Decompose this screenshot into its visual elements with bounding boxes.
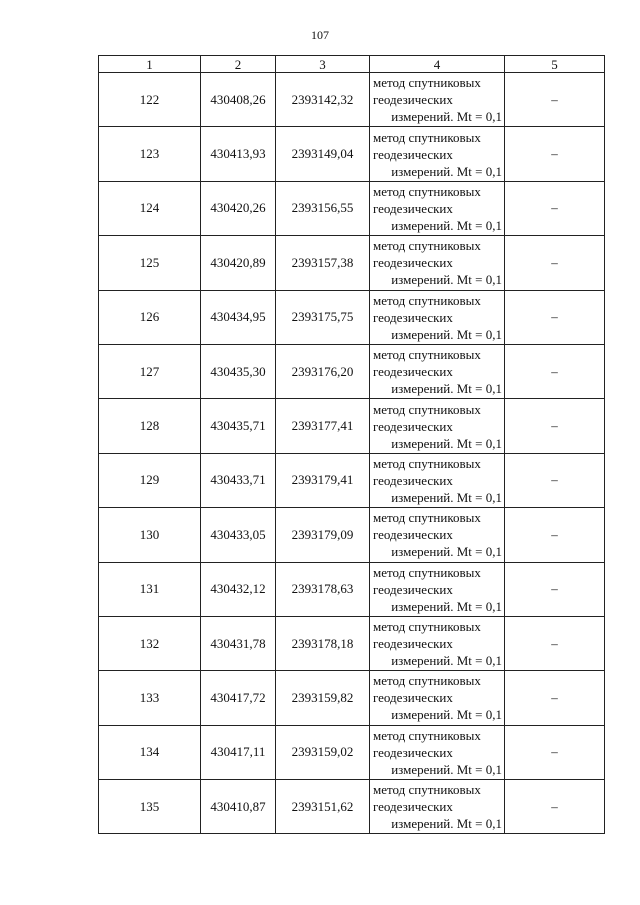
method-line: метод спутниковых (373, 564, 481, 580)
method-line: метод спутниковых (373, 510, 481, 526)
point-number-cell: 130 (99, 508, 201, 562)
x-coordinate-cell: 430434,95 (201, 290, 276, 344)
x-coordinate-cell: 430435,71 (201, 399, 276, 453)
y-coordinate-cell: 2393179,41 (276, 453, 370, 507)
table-row (99, 780, 605, 834)
x-coordinate-cell: 430420,26 (201, 181, 276, 235)
point-number-cell: 122 (99, 73, 201, 127)
method-line: измерений. Mt = 0,1 (391, 109, 502, 125)
note-cell: – (505, 181, 605, 235)
table-row (99, 508, 605, 562)
method-cell (370, 562, 505, 616)
method-line: метод спутниковых (373, 727, 481, 743)
page-number: 107 (311, 28, 329, 42)
method-line: геодезических (373, 799, 453, 815)
note-cell: – (505, 562, 605, 616)
table-row (99, 73, 605, 127)
table-row (99, 290, 605, 344)
table-row (99, 236, 605, 290)
method-line: геодезических (373, 146, 453, 162)
y-coordinate-cell: 2393176,20 (276, 344, 370, 398)
method-line: метод спутниковых (373, 401, 481, 417)
y-coordinate-cell: 2393178,63 (276, 562, 370, 616)
method-cell (370, 616, 505, 670)
y-coordinate-cell: 2393142,32 (276, 73, 370, 127)
method-line: метод спутниковых (373, 129, 481, 145)
method-line: измерений. Mt = 0,1 (391, 489, 502, 505)
method-line: измерений. Mt = 0,1 (391, 326, 502, 342)
method-cell (370, 453, 505, 507)
note-cell: – (505, 344, 605, 398)
method-line: метод спутниковых (373, 238, 481, 254)
method-cell (370, 290, 505, 344)
x-coordinate-cell: 430433,05 (201, 508, 276, 562)
note-cell: – (505, 780, 605, 834)
coordinates-table (98, 55, 605, 834)
point-number-cell: 125 (99, 236, 201, 290)
method-line: измерений. Mt = 0,1 (391, 653, 502, 669)
header-row (99, 56, 605, 73)
x-coordinate-cell: 430410,87 (201, 780, 276, 834)
method-line: измерений. Mt = 0,1 (391, 598, 502, 614)
method-line: геодезических (373, 581, 453, 597)
x-coordinate-cell: 430432,12 (201, 562, 276, 616)
method-line: геодезических (373, 690, 453, 706)
point-number-cell: 131 (99, 562, 201, 616)
y-coordinate-cell: 2393157,38 (276, 236, 370, 290)
method-line: геодезических (373, 92, 453, 108)
method-line: измерений. Mt = 0,1 (391, 707, 502, 723)
method-cell (370, 671, 505, 725)
method-cell (370, 181, 505, 235)
header-cell-2: 2 (201, 56, 276, 73)
table-row (99, 725, 605, 779)
y-coordinate-cell: 2393159,02 (276, 725, 370, 779)
method-line: метод спутниковых (373, 75, 481, 91)
method-cell (370, 73, 505, 127)
point-number-cell: 123 (99, 127, 201, 181)
x-coordinate-cell: 430417,11 (201, 725, 276, 779)
note-cell: – (505, 453, 605, 507)
header-cell-1: 1 (99, 56, 201, 73)
method-line: измерений. Mt = 0,1 (391, 544, 502, 560)
x-coordinate-cell: 430417,72 (201, 671, 276, 725)
method-line: метод спутниковых (373, 292, 481, 308)
y-coordinate-cell: 2393178,18 (276, 616, 370, 670)
method-line: метод спутниковых (373, 619, 481, 635)
x-coordinate-cell: 430431,78 (201, 616, 276, 670)
method-cell (370, 236, 505, 290)
y-coordinate-cell: 2393159,82 (276, 671, 370, 725)
table-row (99, 671, 605, 725)
table-row (99, 399, 605, 453)
method-line: измерений. Mt = 0,1 (391, 381, 502, 397)
note-cell: – (505, 290, 605, 344)
method-cell (370, 725, 505, 779)
method-cell (370, 127, 505, 181)
point-number-cell: 124 (99, 181, 201, 235)
method-line: геодезических (373, 255, 453, 271)
method-line: геодезических (373, 418, 453, 434)
y-coordinate-cell: 2393177,41 (276, 399, 370, 453)
point-number-cell: 128 (99, 399, 201, 453)
note-cell: – (505, 399, 605, 453)
x-coordinate-cell: 430435,30 (201, 344, 276, 398)
method-line: измерений. Mt = 0,1 (391, 816, 502, 832)
table-row (99, 181, 605, 235)
method-line: геодезических (373, 527, 453, 543)
point-number-cell: 126 (99, 290, 201, 344)
x-coordinate-cell: 430408,26 (201, 73, 276, 127)
method-line: геодезических (373, 744, 453, 760)
header-cell-5: 5 (505, 56, 605, 73)
x-coordinate-cell: 430420,89 (201, 236, 276, 290)
method-line: геодезических (373, 309, 453, 325)
method-cell (370, 780, 505, 834)
note-cell: – (505, 236, 605, 290)
method-cell (370, 344, 505, 398)
y-coordinate-cell: 2393149,04 (276, 127, 370, 181)
method-line: метод спутниковых (373, 183, 481, 199)
method-line: метод спутниковых (373, 455, 481, 471)
method-line: метод спутниковых (373, 782, 481, 798)
point-number-cell: 135 (99, 780, 201, 834)
method-line: геодезических (373, 200, 453, 216)
method-line: метод спутниковых (373, 673, 481, 689)
method-line: геодезических (373, 636, 453, 652)
method-line: метод спутниковых (373, 347, 481, 363)
table-row (99, 453, 605, 507)
note-cell: – (505, 725, 605, 779)
y-coordinate-cell: 2393175,75 (276, 290, 370, 344)
point-number-cell: 129 (99, 453, 201, 507)
note-cell: – (505, 127, 605, 181)
header-cell-4: 4 (370, 56, 505, 73)
y-coordinate-cell: 2393179,09 (276, 508, 370, 562)
header-cell-3: 3 (276, 56, 370, 73)
table-row (99, 616, 605, 670)
point-number-cell: 132 (99, 616, 201, 670)
point-number-cell: 134 (99, 725, 201, 779)
method-line: геодезических (373, 472, 453, 488)
method-cell (370, 399, 505, 453)
note-cell: – (505, 73, 605, 127)
table-row (99, 562, 605, 616)
y-coordinate-cell: 2393151,62 (276, 780, 370, 834)
table-row (99, 127, 605, 181)
method-line: измерений. Mt = 0,1 (391, 761, 502, 777)
x-coordinate-cell: 430433,71 (201, 453, 276, 507)
note-cell: – (505, 671, 605, 725)
x-coordinate-cell: 430413,93 (201, 127, 276, 181)
method-line: измерений. Mt = 0,1 (391, 217, 502, 233)
method-line: измерений. Mt = 0,1 (391, 163, 502, 179)
method-line: измерений. Mt = 0,1 (391, 435, 502, 451)
method-line: измерений. Mt = 0,1 (391, 272, 502, 288)
point-number-cell: 133 (99, 671, 201, 725)
point-number-cell: 127 (99, 344, 201, 398)
method-line: геодезических (373, 364, 453, 380)
note-cell: – (505, 508, 605, 562)
method-cell (370, 508, 505, 562)
table-row (99, 344, 605, 398)
note-cell: – (505, 616, 605, 670)
y-coordinate-cell: 2393156,55 (276, 181, 370, 235)
